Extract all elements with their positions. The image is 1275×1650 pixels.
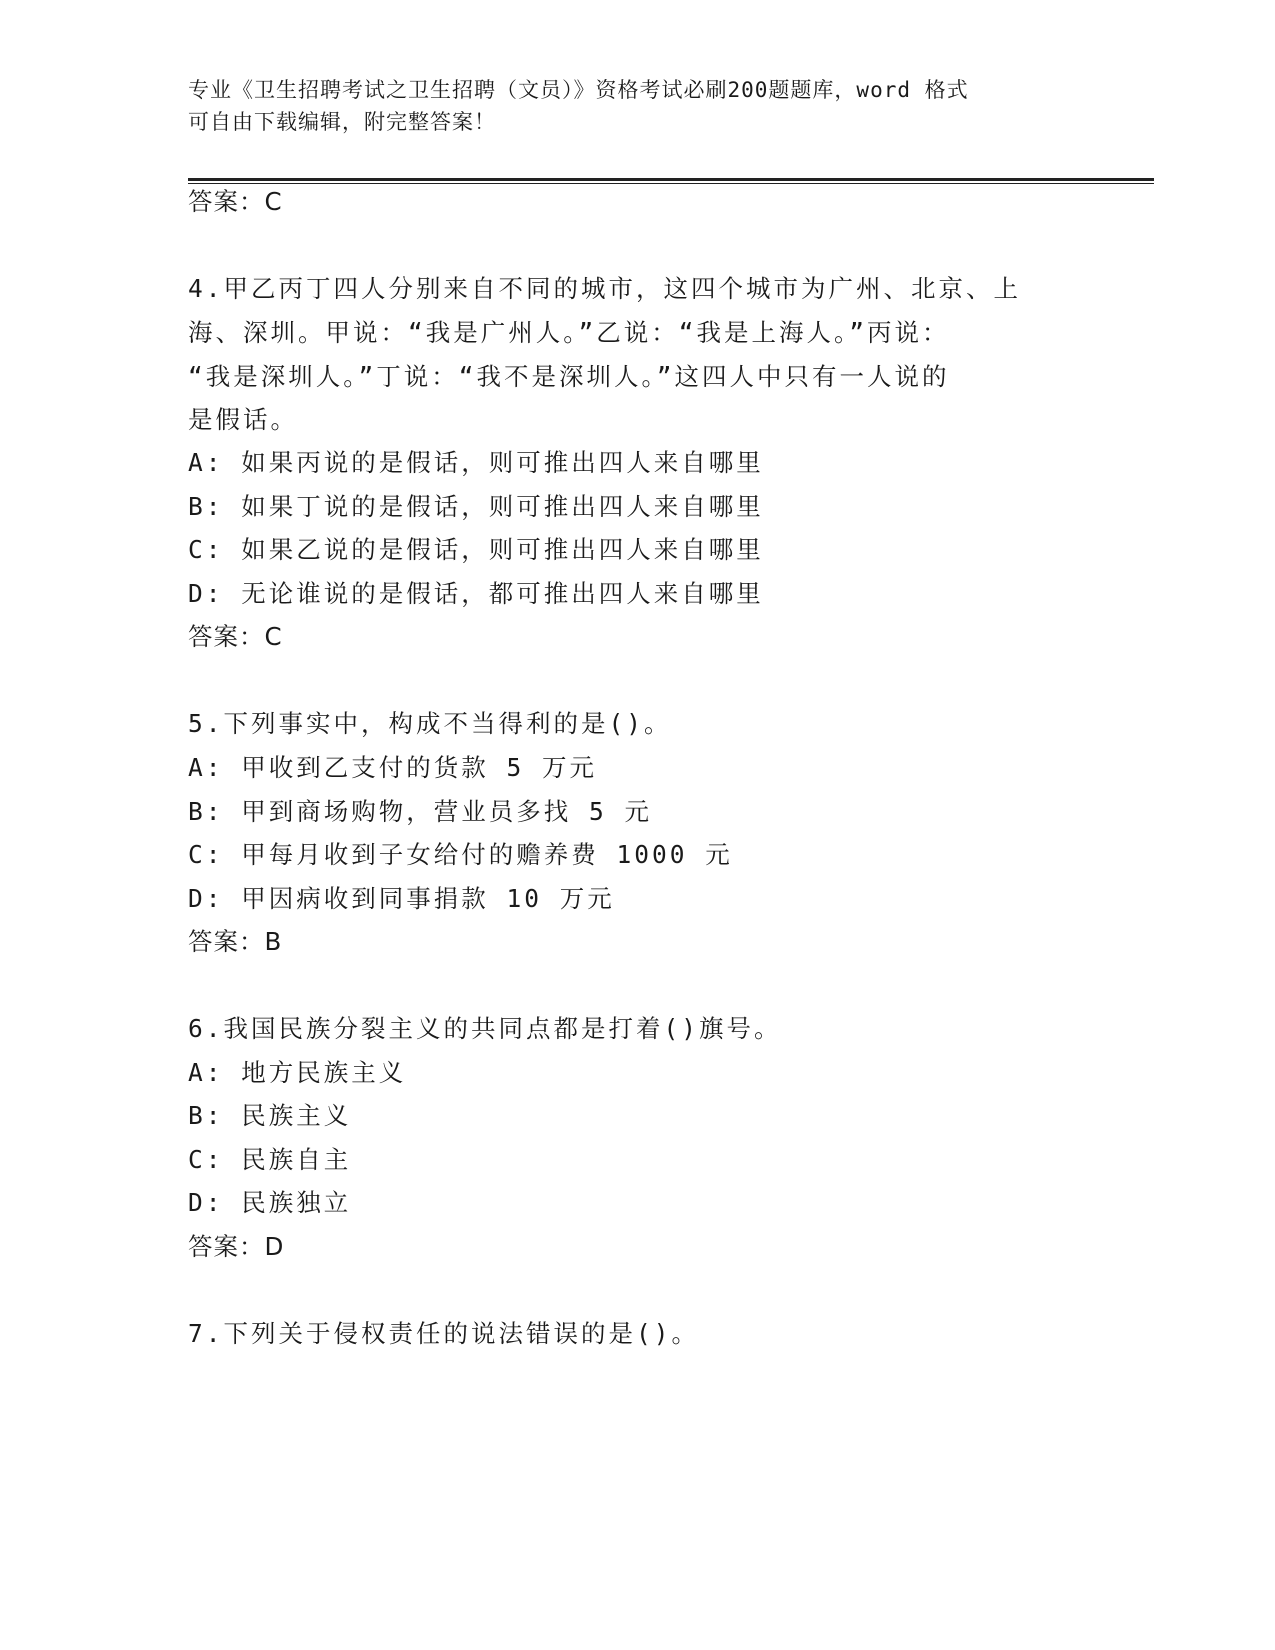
- question-6-answer: 答案：D: [188, 1232, 285, 1261]
- question-5-option-c: C: 甲每月收到子女给付的赡养费 1000 元: [188, 840, 733, 869]
- question-4-option-c: C: 如果乙说的是假话，则可推出四人来自哪里: [188, 535, 764, 564]
- header-divider-thin: [188, 183, 1154, 184]
- header-line-1: 专业《卫生招聘考试之卫生招聘（文员）》资格考试必刷200题题库，word 格式: [188, 78, 969, 102]
- header-divider: [188, 178, 1154, 181]
- question-5-answer: 答案：B: [188, 927, 283, 956]
- page-header: [188, 74, 1068, 138]
- question-6-option-a: A: 地方民族主义: [188, 1058, 407, 1087]
- question-5-option-b: B: 甲到商场购物，营业员多找 5 元: [188, 797, 653, 826]
- question-4-line-3: “我是深圳人。”丁说：“我不是深圳人。”这四人中只有一人说的: [188, 362, 950, 391]
- header-line-2: 可自由下载编辑，附完整答案！: [188, 110, 496, 134]
- question-4-line-1: 4.甲乙丙丁四人分别来自不同的城市，这四个城市为广州、北京、上: [188, 274, 1021, 303]
- question-6-stem: 6.我国民族分裂主义的共同点都是打着()旗号。: [188, 1014, 782, 1043]
- question-5-option-d: D: 甲因病收到同事捐款 10 万元: [188, 884, 615, 913]
- question-5-stem: 5.下列事实中，构成不当得利的是()。: [188, 709, 672, 738]
- answer-previous: 答案：C: [188, 187, 283, 216]
- question-6-option-c: C: 民族自主: [188, 1145, 352, 1174]
- question-4-answer: 答案：C: [188, 622, 283, 651]
- question-4-line-2: 海、深圳。甲说：“我是广州人。”乙说：“我是上海人。”丙说：: [188, 318, 950, 347]
- question-6-option-d: D: 民族独立: [188, 1188, 352, 1217]
- question-4-option-a: A: 如果丙说的是假话，则可推出四人来自哪里: [188, 448, 764, 477]
- question-5-option-a: A: 甲收到乙支付的货款 5 万元: [188, 753, 598, 782]
- question-4-option-b: B: 如果丁说的是假话，则可推出四人来自哪里: [188, 492, 764, 521]
- question-4-line-4: 是假话。: [188, 405, 298, 434]
- question-4-option-d: D: 无论谁说的是假话，都可推出四人来自哪里: [188, 579, 764, 608]
- question-7-stem: 7.下列关于侵权责任的说法错误的是()。: [188, 1319, 699, 1348]
- question-6-option-b: B: 民族主义: [188, 1101, 352, 1130]
